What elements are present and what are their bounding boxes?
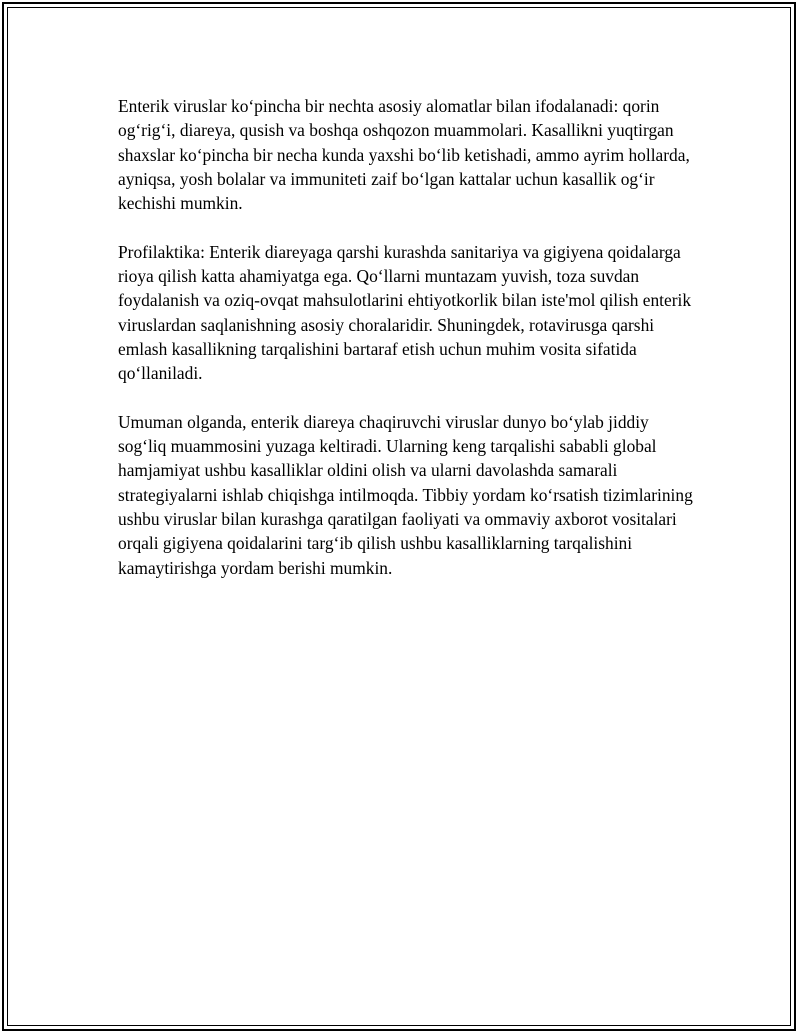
paragraph-conclusion: Umuman olganda, enterik diareya chaqiruvchi viruslar dunyo bo‘ylab jiddiy sog‘liq muammosini yuzaga keltiradi. Ularning keng tarqalishi sababli global hamjamiyat ushbu kasalliklar oldini olish va ularni davolashda samarali strategiyalarni ishlab chiqishga intilmoqda. Tibbiy yordam ko‘rsatish tizimlarining ushbu viruslar bilan kurashga qaratilgan faoliyati va ommaviy axborot vositalari orqali gigiyena qoidalarini targ‘ib qilish ushbu kasalliklarning tarqalishini kamaytirishga yordam berishi mumkin. [118, 411, 693, 578]
document-body [118, 94, 698, 604]
paragraph-symptoms: Enterik viruslar ko‘pincha bir nechta asosiy alomatlar bilan ifodalanadi: qorin og‘rig‘i, diareya, qusish va boshqa oshqozon muammolari. Kasallikni yuqtirgan shaxslar ko‘pincha bir necha kunda yaxshi bo‘lib ketishadi, ammo ayrim hollarda, ayniqsa, yosh bolalar va immuniteti zaif bo‘lgan kattalar uchun kasallik og‘ir kechishi mumkin. [118, 96, 690, 214]
paragraph-prevention: Profilaktika: Enterik diareyaga qarshi kurashda sanitariya va gigiyena qoidalarga rioya qilish katta ahamiyatga ega. Qo‘llarni muntazam yuvish, toza suvdan foydalanish va oziq-ovqat mahsulotlarini ehtiyotkorlik bilan iste'mol qilish enterik viruslardan saqlanishning asosiy choralaridir. Shuningdek, rotavirusga qarshi emlash kasallikning tarqalishini bartaraf etish uchun muhim vosita sifatida qo‘llaniladi. [118, 241, 692, 384]
